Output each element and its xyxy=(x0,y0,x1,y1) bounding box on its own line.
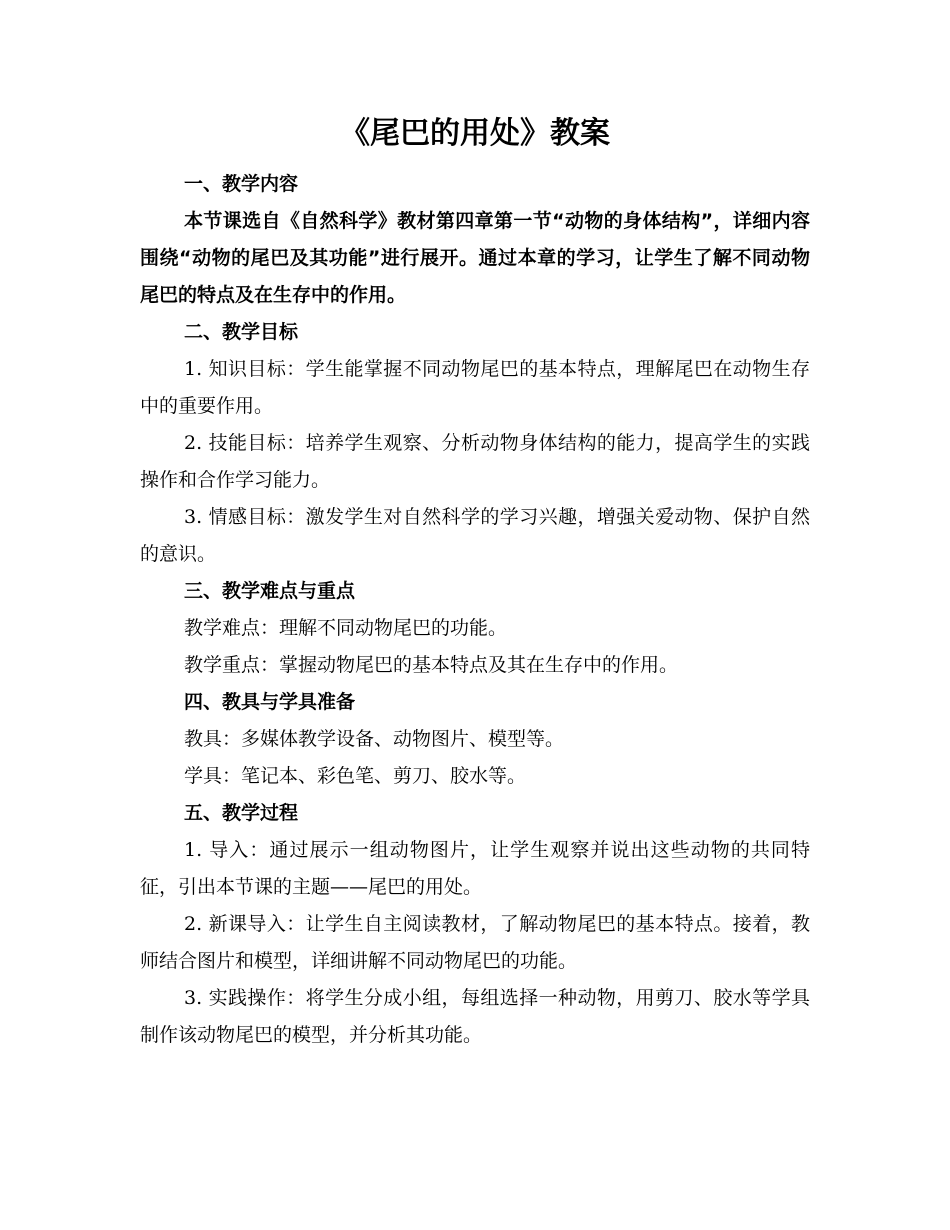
section-paragraph: 学具：笔记本、彩色笔、剪刀、胶水等。 xyxy=(184,765,527,787)
section-paragraph: 教具：多媒体教学设备、动物图片、模型等。 xyxy=(184,728,565,750)
document-title: 《尾巴的用处》教案 xyxy=(340,116,610,151)
section-paragraph: 1. 导入：通过展示一组动物图片，让学生观察并说出这些动物的共同特征，引出本节课的主题——尾巴的用处。 xyxy=(140,839,810,898)
document-body xyxy=(140,166,810,1054)
section-paragraph: 教学重点：掌握动物尾巴的基本特点及其在生存中的作用。 xyxy=(184,654,679,676)
section-paragraph: 1. 知识目标：学生能掌握不同动物尾巴的基本特点，理解尾巴在动物生存中的重要作用。 xyxy=(140,358,810,417)
section-heading-teaching-goals: 二、教学目标 xyxy=(184,321,299,343)
section-heading-materials: 四、教具与学具准备 xyxy=(184,691,356,713)
section-paragraph: 2. 技能目标：培养学生观察、分析动物身体结构的能力，提高学生的实践操作和合作学习能力。 xyxy=(140,432,810,491)
section-paragraph: 3. 情感目标：激发学生对自然科学的学习兴趣，增强关爱动物、保护自然的意识。 xyxy=(140,506,810,565)
section-heading-teaching-content: 一、教学内容 xyxy=(184,173,299,195)
section-heading-teaching-process: 五、教学过程 xyxy=(184,802,299,824)
section-heading-difficulties-focus: 三、教学难点与重点 xyxy=(184,580,356,602)
section-paragraph: 3. 实践操作：将学生分成小组，每组选择一种动物，用剪刀、胶水等学具制作该动物尾巴的模型，并分析其功能。 xyxy=(140,987,810,1046)
section-paragraph: 2. 新课导入：让学生自主阅读教材，了解动物尾巴的基本特点。接着，教师结合图片和模型，详细讲解不同动物尾巴的功能。 xyxy=(140,913,810,972)
section-paragraph: 本节课选自《自然科学》教材第四章第一节“动物的身体结构”，详细内容围绕“动物的尾巴及其功能”进行展开。通过本章的学习，让学生了解不同动物尾巴的特点及在生存中的作用。 xyxy=(140,210,810,306)
section-paragraph: 教学难点：理解不同动物尾巴的功能。 xyxy=(184,617,508,639)
